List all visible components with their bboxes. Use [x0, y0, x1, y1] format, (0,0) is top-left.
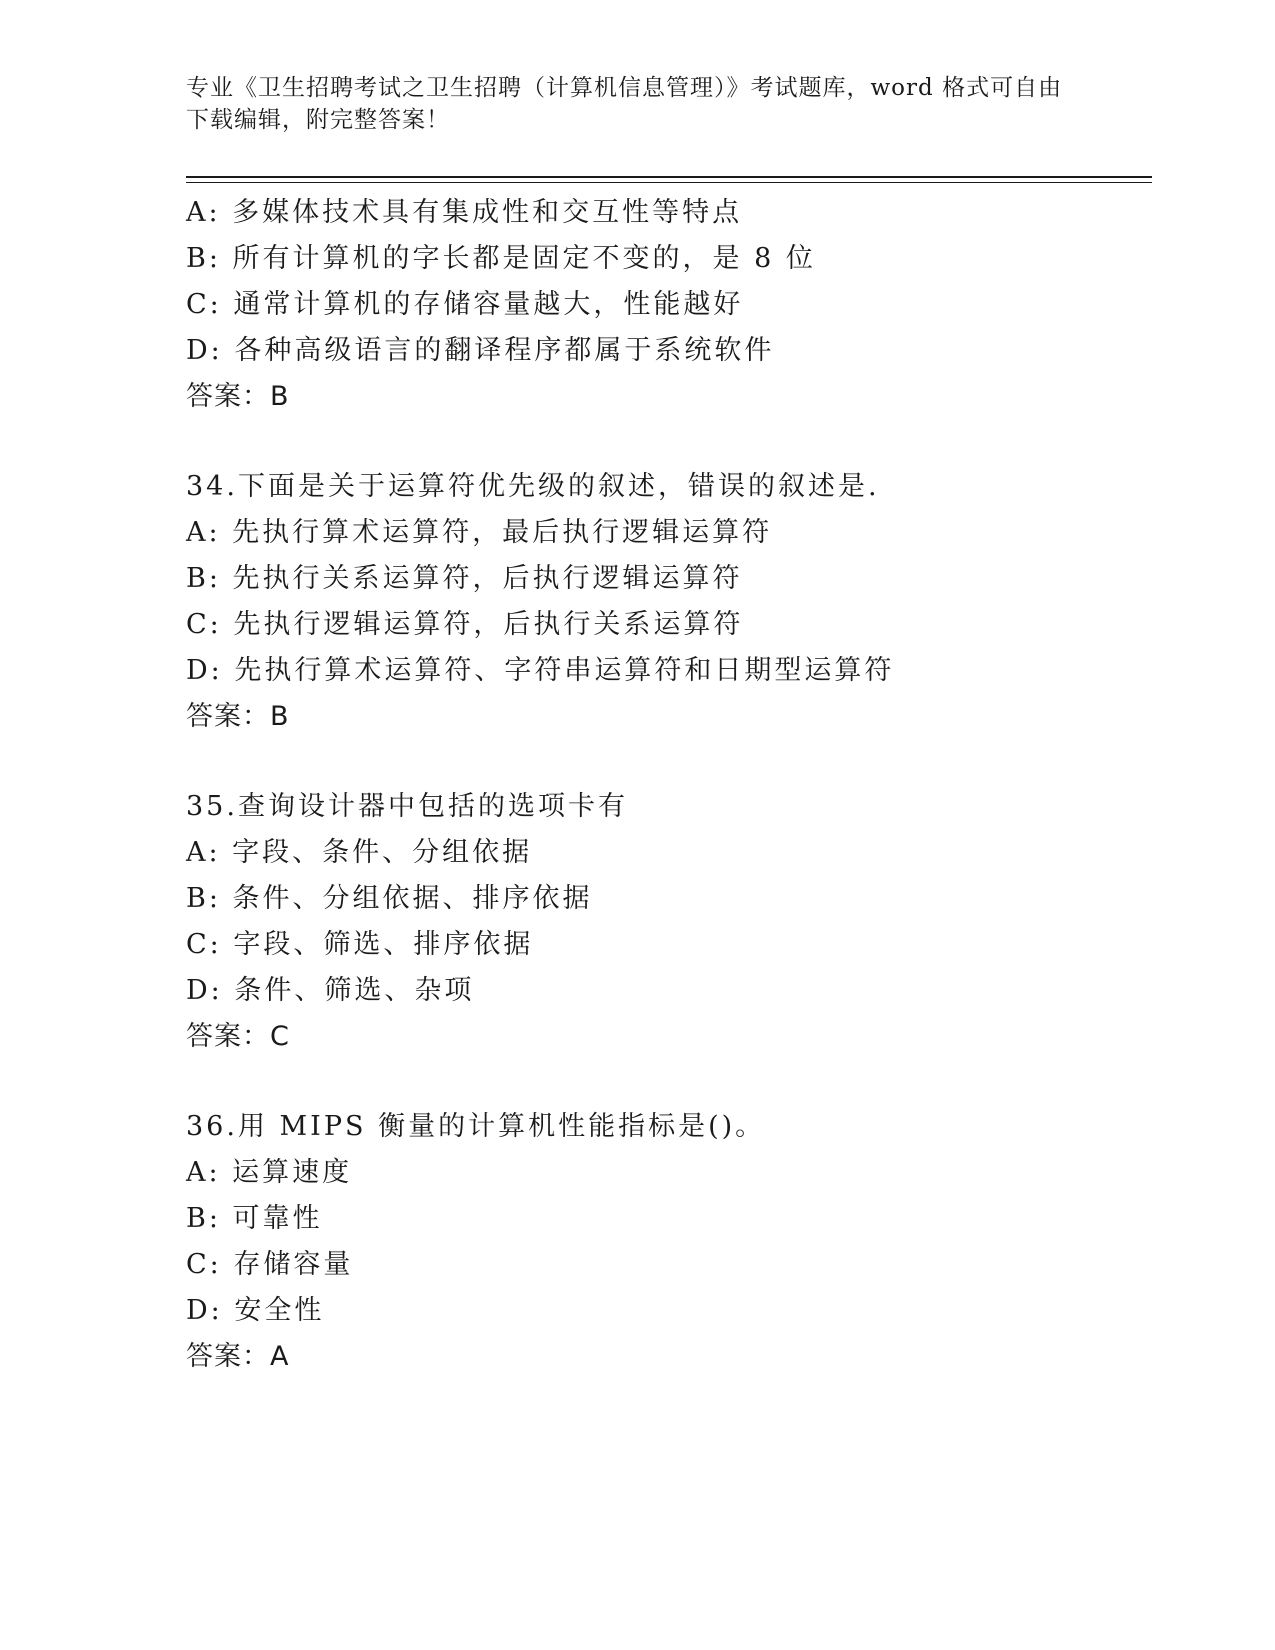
answer: 答案：C	[186, 1021, 290, 1052]
header-divider	[186, 176, 1152, 178]
option-a: A: 运算速度	[186, 1157, 353, 1188]
spacer	[186, 740, 1146, 784]
option-c: C: 字段、筛选、排序依据	[186, 929, 534, 960]
question-stem: 34.下面是关于运算符优先级的叙述，错误的叙述是.	[186, 471, 880, 502]
option-a: A: 先执行算术运算符，最后执行逻辑运算符	[186, 517, 773, 548]
question-34	[186, 464, 1146, 740]
question-35	[186, 784, 1146, 1060]
question-33	[186, 190, 1146, 420]
spacer	[186, 1060, 1146, 1104]
option-c: C: 先执行逻辑运算符，后执行关系运算符	[186, 609, 744, 640]
option-b: B: 可靠性	[186, 1203, 323, 1234]
question-list	[186, 190, 1146, 1380]
option-b: B: 所有计算机的字长都是固定不变的，是 8 位	[186, 243, 816, 274]
option-b: B: 条件、分组依据、排序依据	[186, 883, 593, 914]
option-d: D: 先执行算术运算符、字符串运算符和日期型运算符	[186, 655, 895, 686]
option-d: D: 安全性	[186, 1295, 325, 1326]
document-header: 专业《卫生招聘考试之卫生招聘（计算机信息管理）》考试题库，word 格式可自由下载编辑，附完整答案！	[186, 75, 1063, 133]
header-divider-thin	[186, 182, 1152, 183]
option-c: C: 存储容量	[186, 1249, 354, 1280]
option-c: C: 通常计算机的存储容量越大，性能越好	[186, 289, 744, 320]
spacer	[186, 420, 1146, 464]
answer: 答案：B	[186, 381, 290, 412]
option-a: A: 字段、条件、分组依据	[186, 837, 533, 868]
question-stem: 35.查询设计器中包括的选项卡有	[186, 791, 628, 822]
option-a: A: 多媒体技术具有集成性和交互性等特点	[186, 197, 743, 228]
option-b: B: 先执行关系运算符，后执行逻辑运算符	[186, 563, 743, 594]
answer: 答案：A	[186, 1341, 290, 1372]
question-stem: 36.用 MIPS 衡量的计算机性能指标是()。	[186, 1111, 766, 1142]
option-d: D: 条件、筛选、杂项	[186, 975, 475, 1006]
question-36	[186, 1104, 1146, 1380]
option-d: D: 各种高级语言的翻译程序都属于系统软件	[186, 335, 775, 366]
answer: 答案：B	[186, 701, 290, 732]
